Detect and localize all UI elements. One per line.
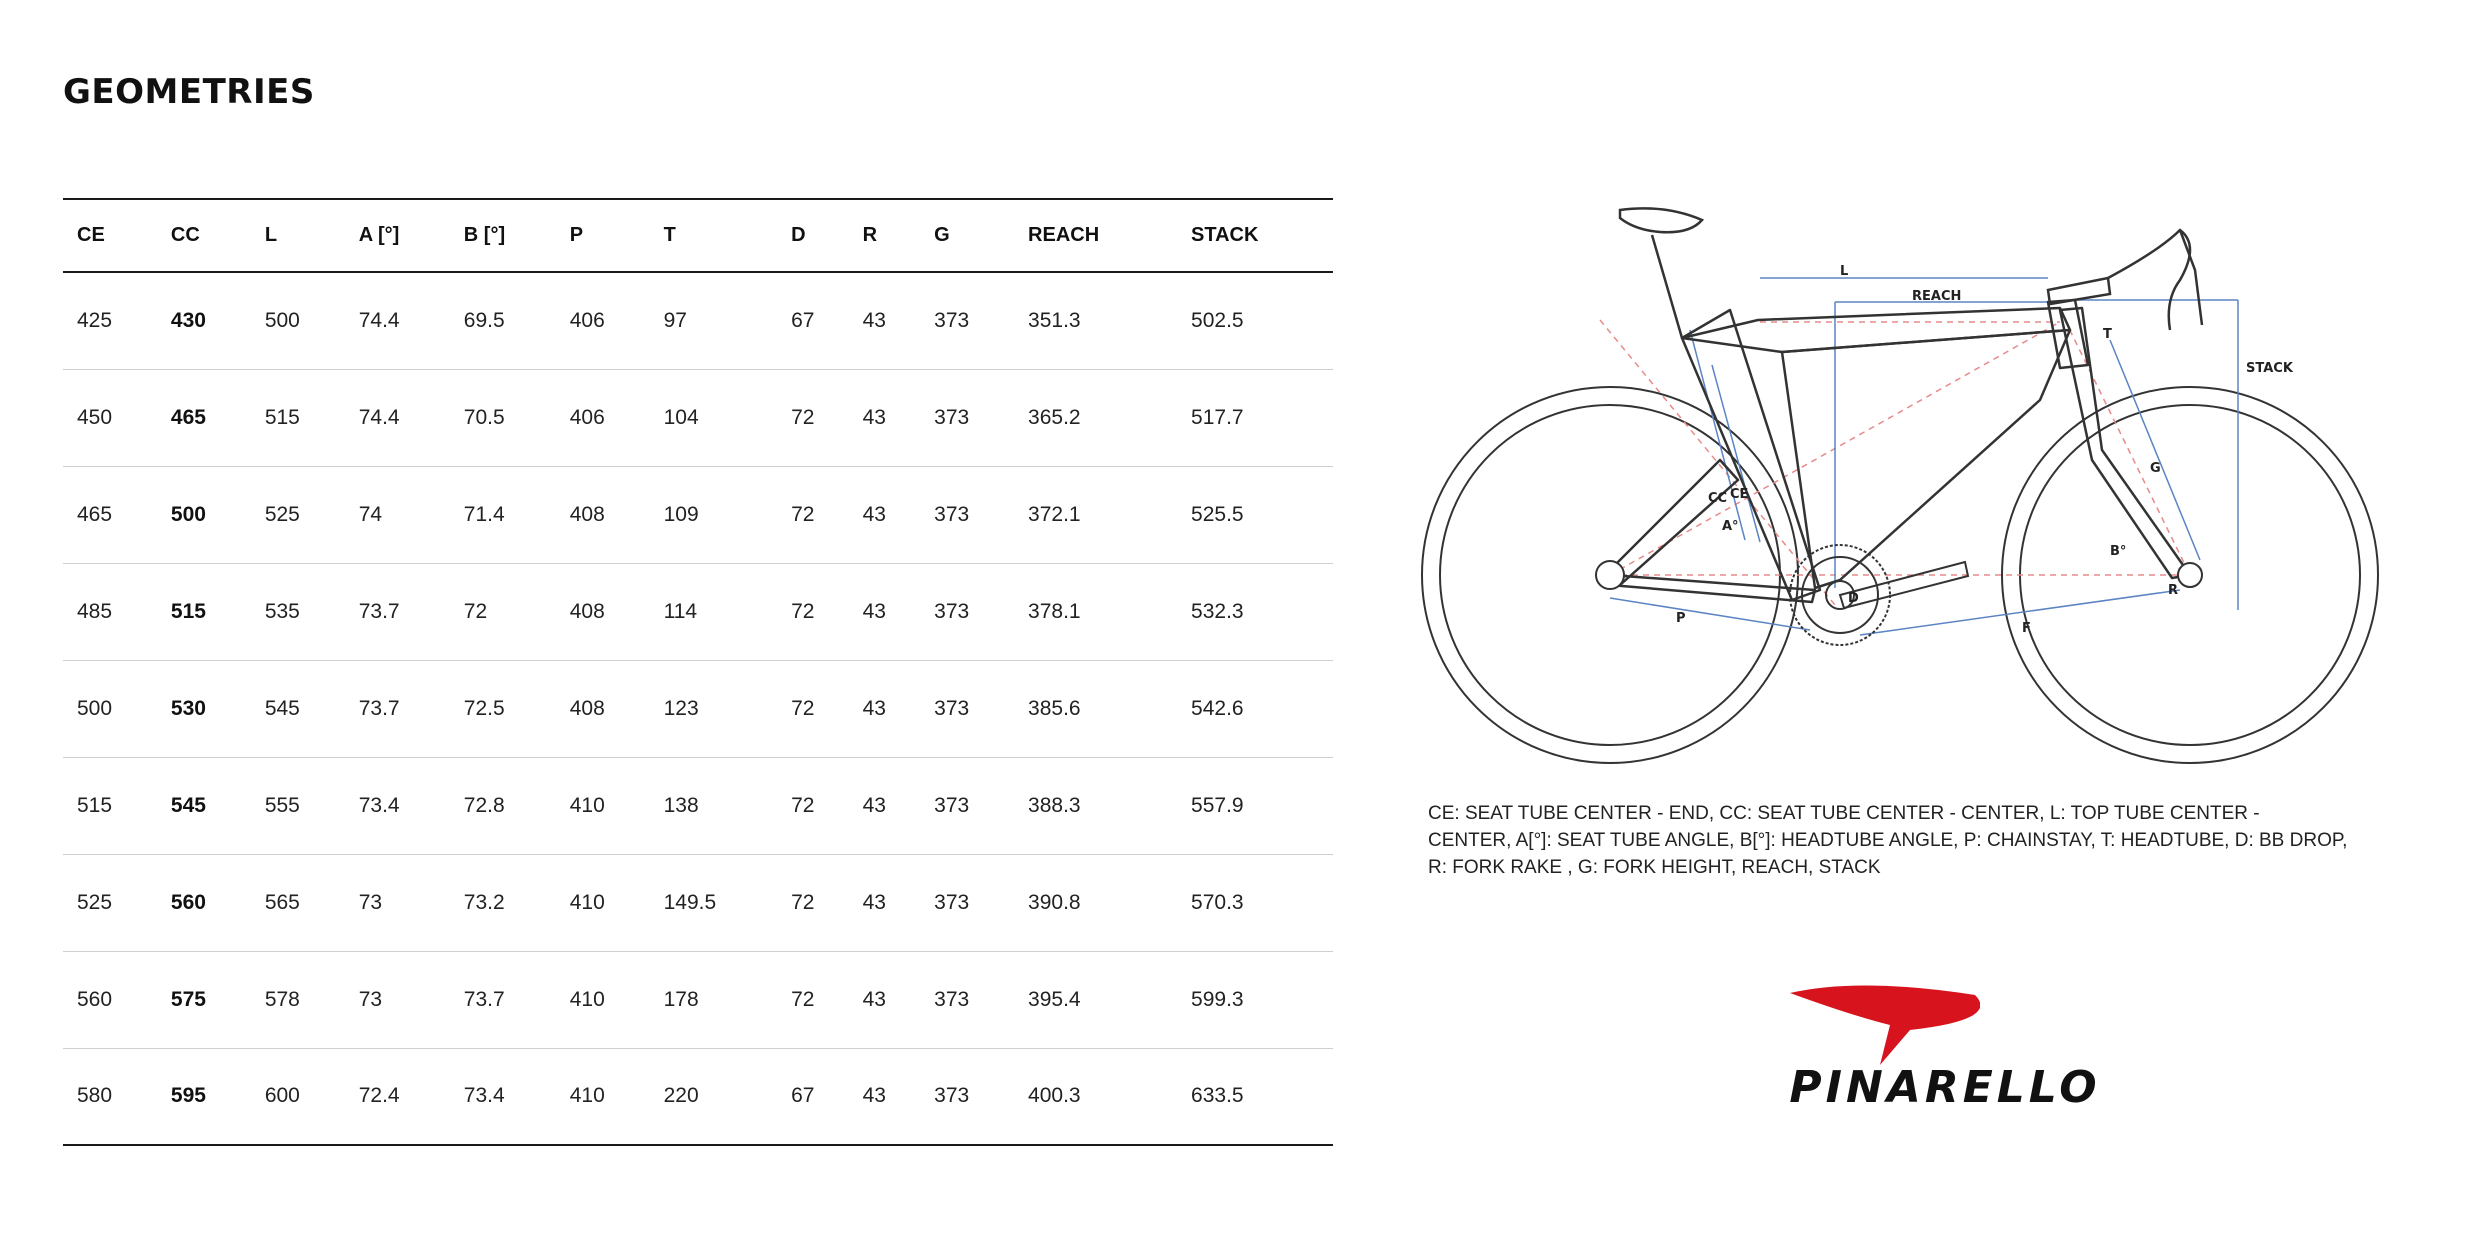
table-body	[63, 272, 1333, 1145]
table-cell: 70.5	[450, 369, 556, 466]
table-cell: 72	[777, 757, 849, 854]
table-cell: 390.8	[1014, 854, 1177, 951]
column-header: CC	[157, 199, 251, 272]
table-cell: 388.3	[1014, 757, 1177, 854]
table-cell: 555	[251, 757, 345, 854]
table-cell: 72	[777, 369, 849, 466]
dim-label-t: T	[2103, 327, 2112, 342]
dim-label-g: G	[2150, 461, 2161, 476]
table-cell: 73.4	[450, 1048, 556, 1145]
seat-stay	[1610, 460, 1738, 585]
table-row	[63, 660, 1333, 757]
table-row	[63, 951, 1333, 1048]
table-cell: 43	[849, 369, 921, 466]
bike-geometry-diagram	[1420, 190, 2380, 780]
table-cell: 565	[251, 854, 345, 951]
table-cell: 532.3	[1177, 563, 1333, 660]
table-cell: 138	[650, 757, 777, 854]
table-cell: 373	[920, 660, 1014, 757]
table-cell: 400.3	[1014, 1048, 1177, 1145]
table-cell: 570.3	[1177, 854, 1333, 951]
dim-label-a: A°	[1722, 519, 1739, 534]
table-cell: 425	[63, 272, 157, 369]
table-cell: 410	[556, 854, 650, 951]
table-cell: 373	[920, 951, 1014, 1048]
table-cell: 74	[345, 466, 450, 563]
column-header: CE	[63, 199, 157, 272]
table-cell: 73	[345, 854, 450, 951]
table-cell: 580	[63, 1048, 157, 1145]
table-row	[63, 272, 1333, 369]
table-cell: 43	[849, 854, 921, 951]
table-cell: 72	[777, 854, 849, 951]
table-cell: 385.6	[1014, 660, 1177, 757]
table-cell: 530	[157, 660, 251, 757]
table-cell: 373	[920, 272, 1014, 369]
table-cell: 372.1	[1014, 466, 1177, 563]
table-cell: 378.1	[1014, 563, 1177, 660]
page-title: GEOMETRIES	[63, 72, 315, 112]
dim-label-cc: CC	[1708, 491, 1728, 506]
table-cell: 410	[556, 951, 650, 1048]
table-cell: 351.3	[1014, 272, 1177, 369]
table-cell: 465	[63, 466, 157, 563]
table-cell: 73	[345, 951, 450, 1048]
dim-label-d: D	[1848, 591, 1859, 606]
table-cell: 67	[777, 272, 849, 369]
table-cell: 72	[450, 563, 556, 660]
table-header-row	[63, 199, 1333, 272]
table-cell: 109	[650, 466, 777, 563]
table-cell: 545	[157, 757, 251, 854]
brand-wordmark: PINARELLO	[1789, 1062, 2101, 1113]
table-cell: 410	[556, 1048, 650, 1145]
table-cell: 72.5	[450, 660, 556, 757]
table-cell: 542.6	[1177, 660, 1333, 757]
table-cell: 575	[157, 951, 251, 1048]
table-cell: 545	[251, 660, 345, 757]
table-row	[63, 563, 1333, 660]
table-cell: 73.2	[450, 854, 556, 951]
table-cell: 72	[777, 951, 849, 1048]
table-cell: 373	[920, 466, 1014, 563]
table-cell: 515	[157, 563, 251, 660]
table-cell: 43	[849, 757, 921, 854]
frame	[1610, 300, 2190, 602]
table-cell: 410	[556, 757, 650, 854]
table-row	[63, 757, 1333, 854]
dim-label-reach: REACH	[1912, 289, 1962, 304]
table-row	[63, 466, 1333, 563]
column-header: R	[849, 199, 921, 272]
table-cell: 515	[63, 757, 157, 854]
table-cell: 73.4	[345, 757, 450, 854]
table-cell: 365.2	[1014, 369, 1177, 466]
table-cell: 73.7	[345, 660, 450, 757]
table-cell: 557.9	[1177, 757, 1333, 854]
table-cell: 373	[920, 1048, 1014, 1145]
table-cell: 71.4	[450, 466, 556, 563]
crankset	[1790, 545, 1968, 645]
table-cell: 74.4	[345, 369, 450, 466]
table-cell: 450	[63, 369, 157, 466]
table-cell: 578	[251, 951, 345, 1048]
table-cell: 560	[63, 951, 157, 1048]
table-cell: 373	[920, 369, 1014, 466]
dim-label-r: R	[2168, 583, 2179, 598]
table-cell: 500	[157, 466, 251, 563]
column-header: STACK	[1177, 199, 1333, 272]
table-cell: 633.5	[1177, 1048, 1333, 1145]
table-cell: 69.5	[450, 272, 556, 369]
table-cell: 408	[556, 466, 650, 563]
table-cell: 72	[777, 563, 849, 660]
table-cell: 560	[157, 854, 251, 951]
table-cell: 408	[556, 563, 650, 660]
column-header: REACH	[1014, 199, 1177, 272]
table-cell: 73.7	[345, 563, 450, 660]
column-header: L	[251, 199, 345, 272]
table-cell: 395.4	[1014, 951, 1177, 1048]
table-cell: 123	[650, 660, 777, 757]
table-cell: 72.8	[450, 757, 556, 854]
table-cell: 500	[63, 660, 157, 757]
table-cell: 43	[849, 272, 921, 369]
table-cell: 43	[849, 466, 921, 563]
table-cell: 43	[849, 660, 921, 757]
dim-label-stack: STACK	[2246, 361, 2293, 376]
column-header: A [°]	[345, 199, 450, 272]
table-cell: 502.5	[1177, 272, 1333, 369]
pinarello-logo-icon	[1750, 975, 1980, 1065]
table-cell: 525	[251, 466, 345, 563]
dim-label-b: B°	[2110, 544, 2127, 559]
table-cell: 149.5	[650, 854, 777, 951]
table-cell: 43	[849, 1048, 921, 1145]
column-header: P	[556, 199, 650, 272]
table-cell: 373	[920, 757, 1014, 854]
table-cell: 67	[777, 1048, 849, 1145]
handlebar	[2048, 230, 2202, 330]
dim-label-ce: CE	[1730, 487, 1749, 502]
table-cell: 373	[920, 854, 1014, 951]
seat-tube	[1682, 310, 1820, 600]
table-cell: 599.3	[1177, 951, 1333, 1048]
table-cell: 408	[556, 660, 650, 757]
table-cell: 97	[650, 272, 777, 369]
table-row	[63, 854, 1333, 951]
table-cell: 535	[251, 563, 345, 660]
table-cell: 515	[251, 369, 345, 466]
dim-label-l: L	[1840, 264, 1849, 279]
table-cell: 72	[777, 466, 849, 563]
dim-label-f: F	[2022, 621, 2031, 636]
table-cell: 74.4	[345, 272, 450, 369]
table-cell: 485	[63, 563, 157, 660]
table-cell: 430	[157, 272, 251, 369]
table-cell: 406	[556, 272, 650, 369]
table-cell: 406	[556, 369, 650, 466]
table-cell: 72	[777, 660, 849, 757]
seat-and-post	[1620, 208, 1702, 338]
table-cell: 525.5	[1177, 466, 1333, 563]
table-cell: 500	[251, 272, 345, 369]
table-cell: 373	[920, 563, 1014, 660]
table-cell: 178	[650, 951, 777, 1048]
column-header: T	[650, 199, 777, 272]
table-cell: 104	[650, 369, 777, 466]
table-row	[63, 369, 1333, 466]
saddle	[1620, 208, 1702, 232]
column-header: D	[777, 199, 849, 272]
table-cell: 595	[157, 1048, 251, 1145]
column-header: G	[920, 199, 1014, 272]
table-cell: 600	[251, 1048, 345, 1145]
geometry-table	[63, 198, 1333, 1146]
table-cell: 220	[650, 1048, 777, 1145]
down-tube	[1782, 330, 2070, 588]
table-cell: 114	[650, 563, 777, 660]
table-cell: 465	[157, 369, 251, 466]
table-cell: 517.7	[1177, 369, 1333, 466]
table-cell: 72.4	[345, 1048, 450, 1145]
table-cell: 43	[849, 951, 921, 1048]
table-cell: 525	[63, 854, 157, 951]
dim-label-p: P	[1676, 611, 1686, 626]
table-cell: 73.7	[450, 951, 556, 1048]
column-header: B [°]	[450, 199, 556, 272]
dimension-legend: CE: SEAT TUBE CENTER - END, CC: SEAT TUBE CENTER - CENTER, L: TOP TUBE CENTER - CENTER, A[°]: SEAT TUBE ANGLE, B[°]: HEADTUBE ANGLE, P: CHAINSTAY, T: HEADTUBE, D: BB DROP, R: FORK RAKE , G: FORK HEIGHT, REACH, STACK	[1428, 803, 2348, 878]
table-row	[63, 1048, 1333, 1145]
table-cell: 43	[849, 563, 921, 660]
